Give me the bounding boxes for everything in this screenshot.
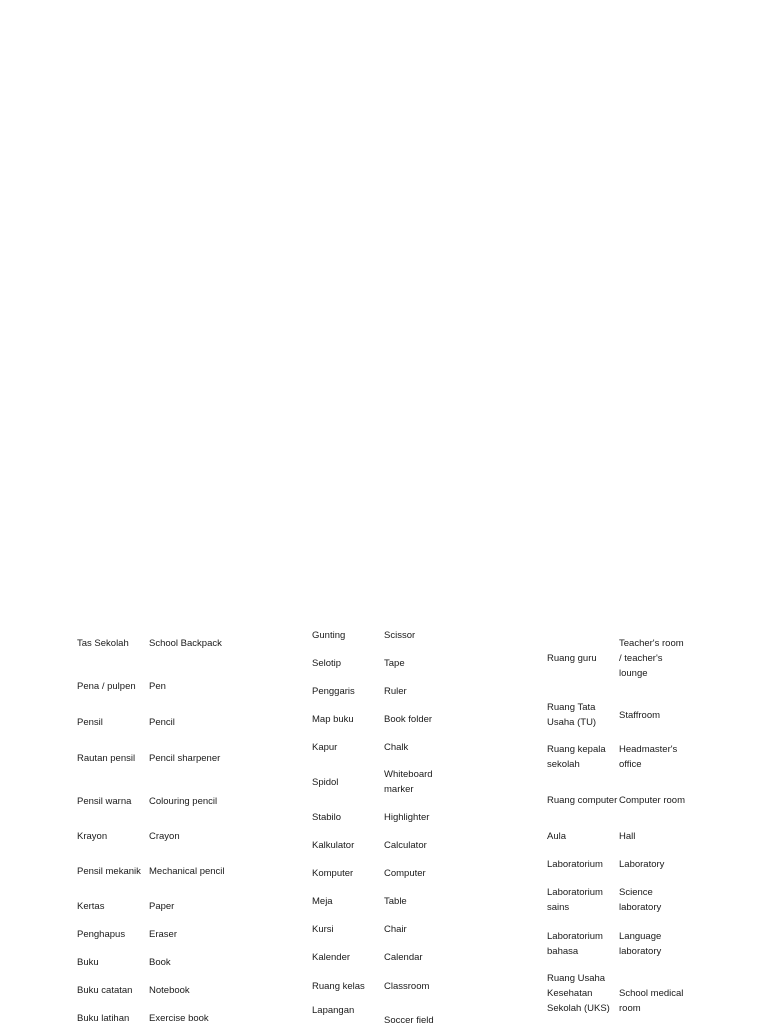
term-indonesian: Ruang Usaha Kesehatan Sekolah (UKS): [547, 973, 610, 1014]
table-row: [312, 760, 450, 804]
term-english: Book: [149, 956, 171, 968]
term-english: Whiteboard marker: [384, 769, 433, 795]
table-row: [547, 736, 685, 778]
term-english: Crayon: [149, 830, 180, 842]
term-english: Computer room: [619, 794, 685, 806]
term-english: Pencil: [149, 716, 175, 728]
table-row: [312, 704, 450, 734]
table-row: [312, 916, 450, 942]
term-english: Table: [384, 895, 407, 907]
table-row: [77, 822, 229, 850]
term-indonesian: Gunting: [312, 629, 346, 641]
term-indonesian: Laboratorium sains: [547, 887, 603, 913]
term-indonesian: Pensil: [77, 716, 103, 728]
term-english: Mechanical pencil: [149, 865, 225, 877]
term-indonesian: Rautan pensil: [77, 752, 136, 764]
term-indonesian: Laboratorium bahasa: [547, 931, 603, 957]
term-english: Chalk: [384, 741, 409, 753]
term-english: Ruler: [384, 685, 407, 697]
table-row: [77, 920, 229, 948]
term-english: Soccer field: [384, 1015, 434, 1026]
term-english: Science laboratory: [619, 887, 662, 913]
term-indonesian: Buku: [77, 956, 99, 968]
term-indonesian: Laboratorium: [547, 858, 603, 870]
table-row: [312, 678, 450, 704]
table-row: [312, 1000, 450, 1030]
table-row: [77, 850, 229, 892]
table-row: [77, 948, 229, 976]
term-english: Chair: [384, 923, 407, 935]
term-indonesian: Stabilo: [312, 811, 342, 823]
table-row: [77, 622, 229, 664]
term-english: Teacher's room / teacher's lounge: [619, 637, 684, 679]
table-row: [547, 778, 685, 822]
term-indonesian: Ruang guru: [547, 652, 597, 664]
vocab-table-2: [312, 622, 450, 1030]
term-indonesian: Penggaris: [312, 685, 355, 697]
table-row: [312, 622, 450, 648]
term-english: Calendar: [384, 951, 423, 963]
term-english: School Backpack: [149, 637, 222, 649]
term-english: Pencil sharpener: [149, 752, 221, 764]
term-english: Computer: [384, 867, 426, 879]
term-english: Headmaster's office: [619, 744, 678, 770]
table-row: [547, 878, 685, 922]
table-row: [547, 822, 685, 850]
term-indonesian: Tas Sekolah: [77, 637, 129, 649]
table-row: [547, 966, 685, 1024]
table-row: [312, 886, 450, 916]
term-indonesian: Kapur: [312, 741, 338, 753]
table-row: [77, 1004, 229, 1032]
term-english: Highlighter: [384, 811, 430, 823]
table-row: [312, 942, 450, 972]
term-indonesian: Ruang computer: [547, 794, 618, 806]
term-english: School medical room: [619, 988, 684, 1014]
table-row: [547, 622, 685, 694]
term-indonesian: Kalender: [312, 951, 351, 963]
term-indonesian: Pena / pulpen: [77, 680, 136, 692]
term-indonesian: Spidol: [312, 776, 339, 788]
term-english: Hall: [619, 830, 636, 842]
table-row: [312, 860, 450, 886]
table-row: [77, 664, 229, 708]
term-english: Classroom: [384, 980, 430, 992]
term-english: Language laboratory: [619, 931, 662, 957]
table-row: [312, 648, 450, 678]
term-indonesian: Kertas: [77, 900, 105, 912]
term-english: Laboratory: [619, 858, 665, 870]
table-row: [547, 922, 685, 966]
table-row: [312, 972, 450, 1000]
table-row: [77, 736, 229, 780]
term-english: Scissor: [384, 629, 416, 641]
table-row: [312, 830, 450, 860]
term-indonesian: Ruang Tata Usaha (TU): [547, 702, 597, 728]
term-indonesian: Kalkulator: [312, 839, 355, 851]
table-row: [77, 892, 229, 920]
term-indonesian: Aula: [547, 830, 567, 842]
term-english: Paper: [149, 900, 175, 912]
vocab-table-3: [547, 622, 685, 1024]
table-row: [77, 708, 229, 736]
term-english: Staffroom: [619, 709, 661, 721]
table-row: [547, 850, 685, 878]
term-english: Exercise book: [149, 1012, 209, 1024]
term-indonesian: Ruang kelas: [312, 980, 365, 992]
term-english: Pen: [149, 680, 166, 692]
table-row: [312, 734, 450, 760]
term-indonesian: Meja: [312, 895, 333, 907]
term-english: Notebook: [149, 984, 190, 996]
term-indonesian: Pensil warna: [77, 795, 132, 807]
term-indonesian: Map buku: [312, 713, 354, 725]
term-indonesian: Selotip: [312, 657, 342, 669]
term-indonesian: Komputer: [312, 867, 354, 879]
term-indonesian: Kursi: [312, 923, 334, 935]
table-row: [312, 804, 450, 830]
vocab-table-1: [77, 622, 229, 1032]
term-indonesian: Lapangan: [312, 1005, 355, 1016]
table-row: [547, 694, 685, 736]
term-english: Tape: [384, 657, 405, 669]
term-indonesian: Buku latihan: [77, 1012, 130, 1024]
table-row: [77, 976, 229, 1004]
table-row: [77, 780, 229, 822]
term-indonesian: Ruang kepala sekolah: [547, 744, 606, 770]
term-english: Calculator: [384, 839, 427, 851]
term-indonesian: Penghapus: [77, 928, 126, 940]
term-indonesian: Buku catatan: [77, 984, 133, 996]
term-indonesian: Krayon: [77, 830, 108, 842]
term-english: Colouring pencil: [149, 795, 218, 807]
term-english: Eraser: [149, 928, 177, 940]
term-english: Book folder: [384, 713, 433, 725]
term-indonesian: Pensil mekanik: [77, 865, 141, 877]
